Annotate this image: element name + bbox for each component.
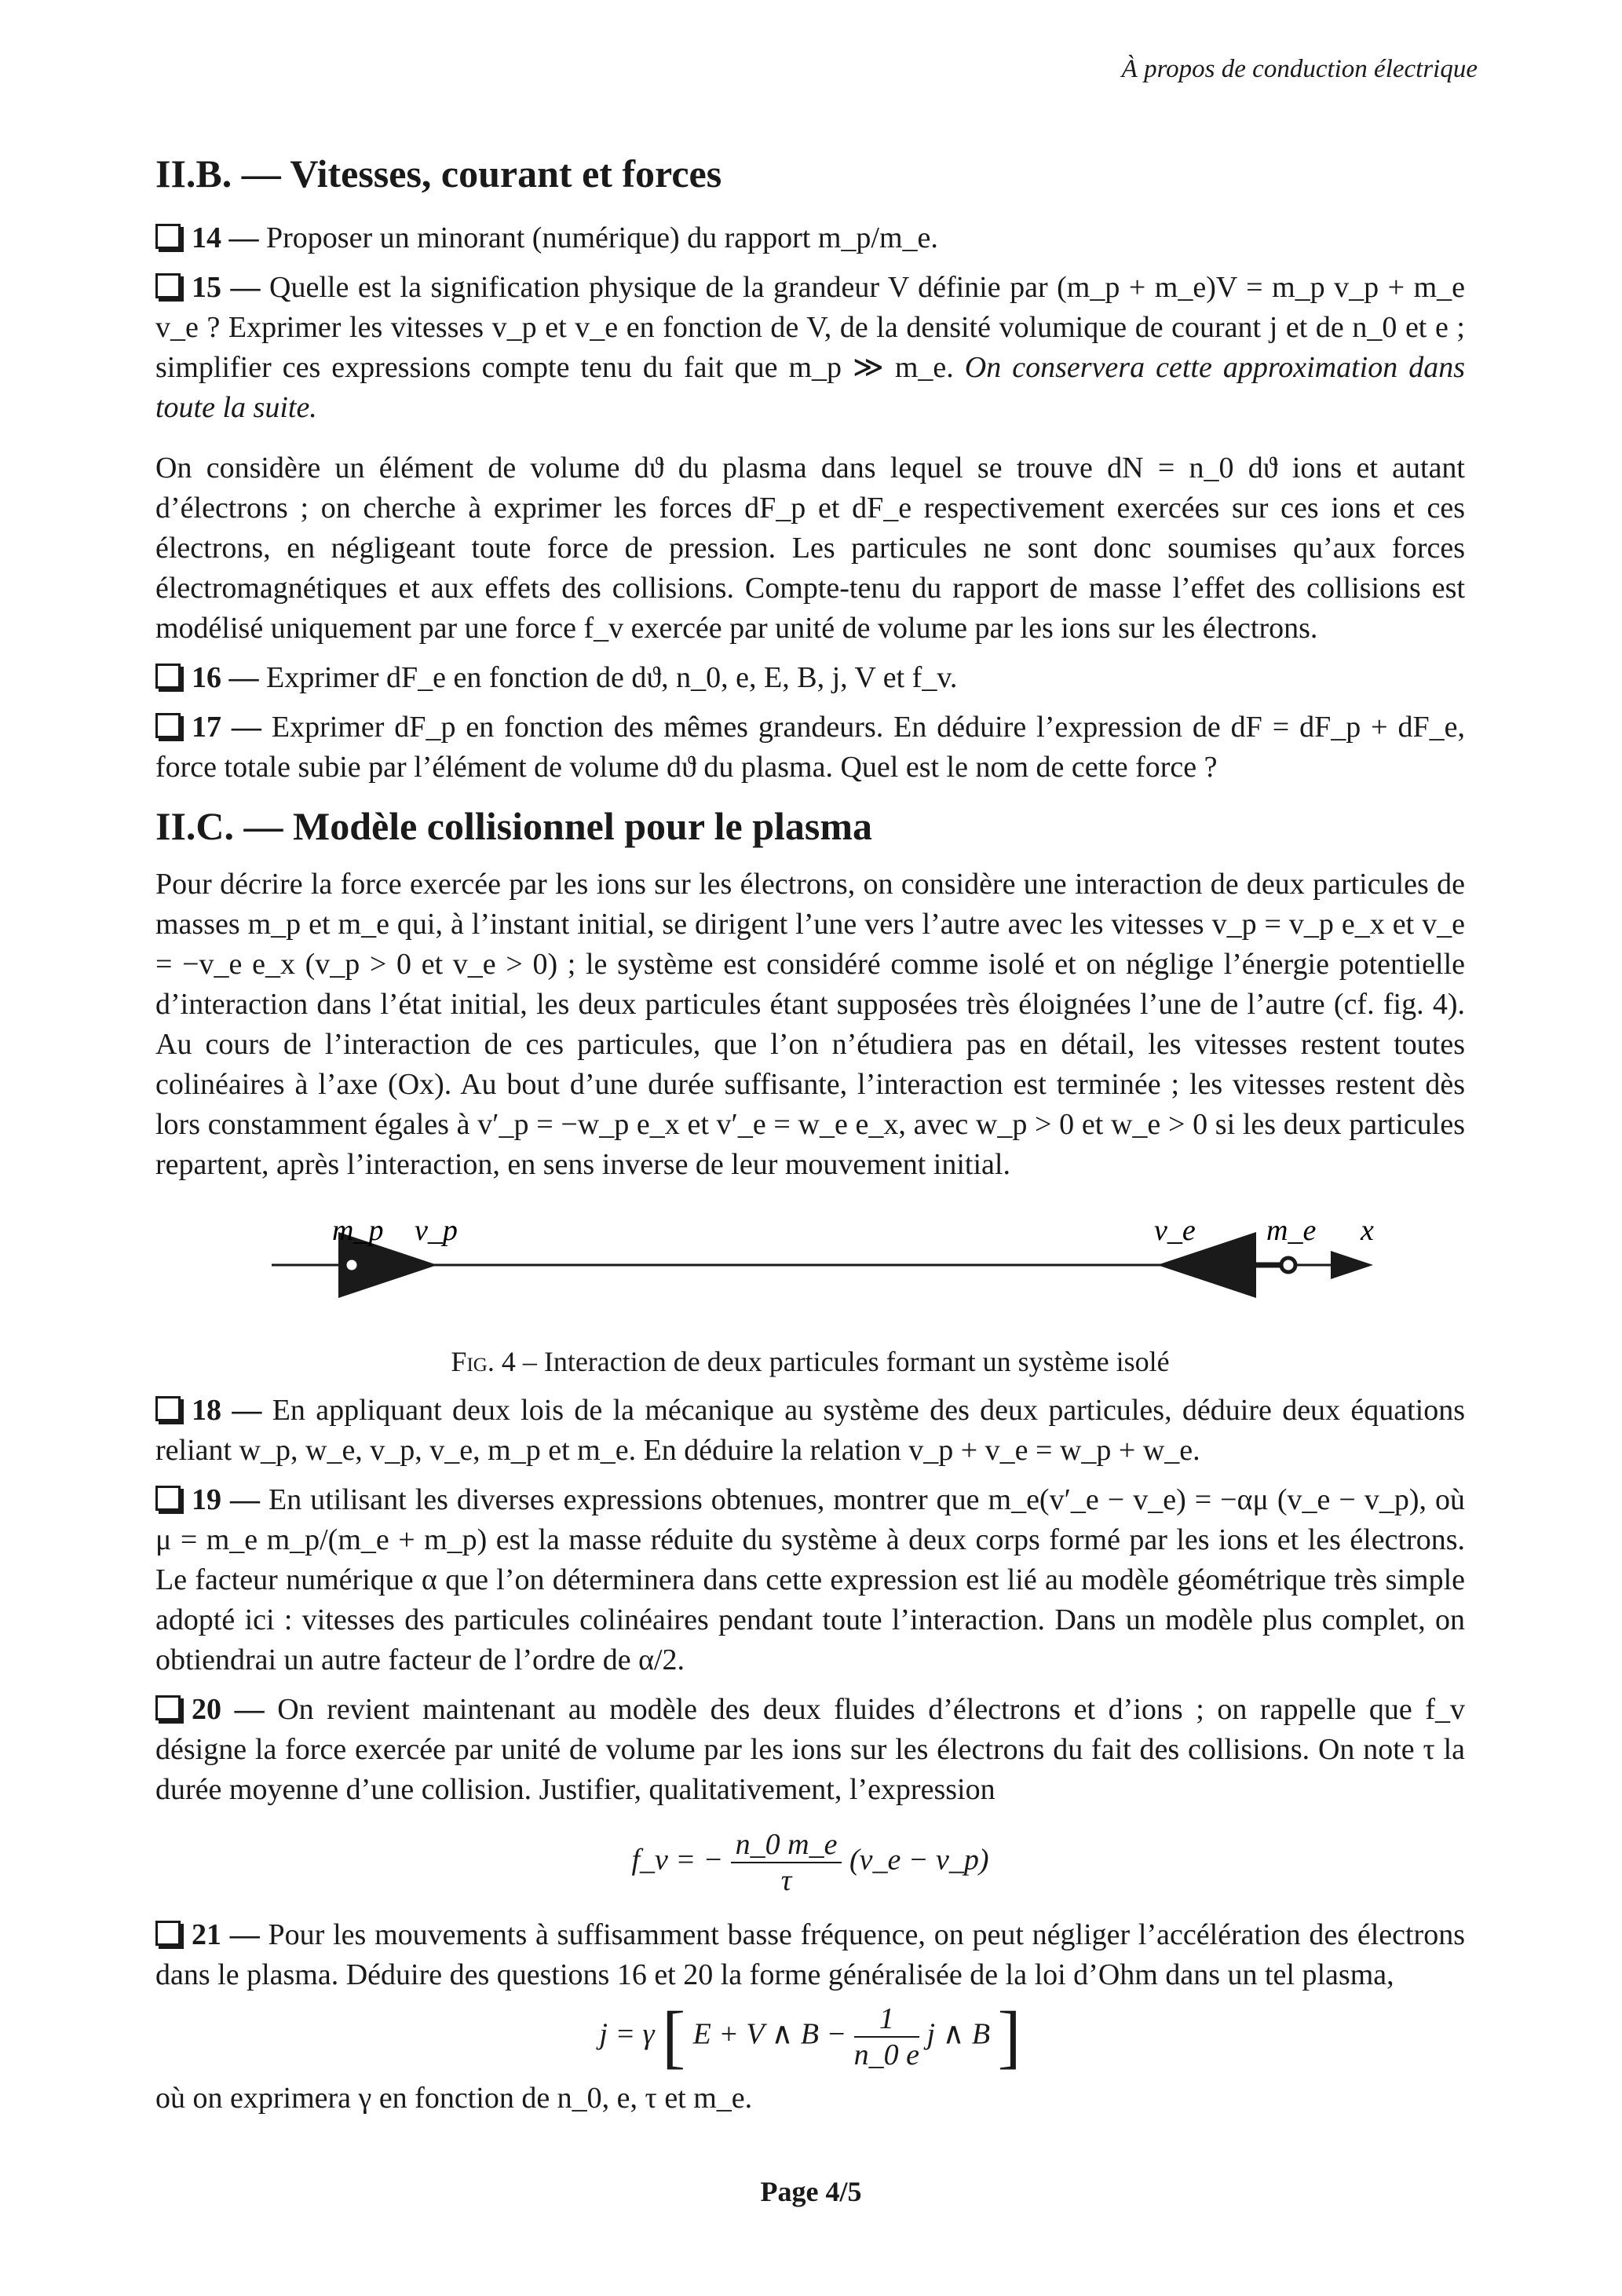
question-text: Exprimer dF_e en fonction de dϑ, n_0, e, E, B, j, V et f_v. [266,661,958,694]
eq21-denominator: n_0 e [853,2038,920,2071]
final-instruction: où on exprimera γ en fonction de n_0, e, τ et m_e. [155,2082,753,2115]
eq20-fraction [731,1827,842,1898]
checkbox-icon [155,1921,181,1946]
checkbox-icon [155,1695,181,1720]
eq20-denominator: τ [780,1864,792,1897]
question-number: 18 — [192,1394,262,1427]
eq20-lhs: f_v = − [631,1843,724,1877]
question-21 [155,1915,1465,1995]
eq21-numerator: 1 [854,2002,919,2038]
particle-me [1281,1258,1295,1272]
figure-4-diagram [155,1208,1465,1326]
question-18 [155,1391,1465,1471]
question-number: 21 — [192,1918,260,1951]
question-number: 19 — [192,1483,261,1516]
question-14 [155,218,1465,258]
left-bracket-icon: [ [662,1998,686,2076]
equation-collision-force [155,1827,1465,1898]
running-head: À propos de conduction électrique [1121,55,1478,83]
figure-caption-prefix: Fig. 4 [451,1346,516,1377]
question-text: On revient maintenant au modèle des deux fluides d’électrons et d’ions ; on rappelle que f_v désigne la force exercée par unité de volume par les ions sur les électrons du fait des collisions. On note τ la durée moyenne d’une collision. Justifier, qualitativement, l’expression [155,1693,1466,1806]
checkbox-icon [155,273,181,298]
question-number: 15 — [192,271,261,304]
eq21-tail: j ∧ B [926,2017,991,2051]
question-text: Proposer un minorant (numérique) du rapport m_p/m_e. [266,221,938,254]
question-number: 20 — [192,1693,265,1726]
particle-mp [345,1258,359,1272]
page-number: Page 4/5 [760,2176,862,2207]
question-text: Exprimer dF_p en fonction des mêmes grandeurs. En déduire l’expression de dF = dF_p + dF_e, force totale subie par l’élément de volume dϑ du plasma. Quel est le nom de cette force ? [155,711,1466,784]
figure-caption-text: – Interaction de deux particules formant un système isolé [515,1346,1170,1377]
eq20-numerator: n_0 m_e [731,1827,842,1863]
paragraph-collision-model: Pour décrire la force exercée par les ions sur les électrons, on considère une interaction de deux particules de masses m_p et m_e qui, à l’instant initial, se dirigent l’une vers l’autre avec les vitesses v_p = v_p e_x et v_e = −v_e e_x (v_p > 0 et v_e > 0) ; le système est considéré comme isolé et on néglige l’énergie potentielle d’interaction dans l’état initial, les deux particules étant supposées très éloignées l’une de l’autre (cf. fig. 4). Au cours de l’interaction de ces particules, que l’on n’étudiera pas en détail, les vitesses restent toutes colinéaires à l’axe (Ox). Au bout d’une durée suffisante, l’interaction est terminée ; les vitesses restent dès lors constamment égales à v′_p = −w_p e_x et v′_e = w_e e_x, avec w_p > 0 et w_e > 0 si les deux particules repartent, après l’interaction, en sens inverse de leur mouvement initial. [155,868,1465,1181]
figure-caption [155,1342,1465,1382]
question-italic-note: On conservera cette approximation dans toute la suite. [155,351,1465,424]
eq20-rhs: (v_e − v_p) [849,1843,989,1877]
eq21-fraction [854,2002,919,2072]
checkbox-icon [155,664,181,689]
question-text: En utilisant les diverses expressions obtenues, montrer que m_e(v′_e − v_e) = −αμ (v_e − v_p), où μ = m_e m_p/(m_e + m_p) est la masse réduite du système à deux corps formé par les ions et les électrons. Le facteur numérique α que l’on déterminera dans cette expression est lié au modèle géométrique très simple adopté ici : vitesses des particules colinéaires pendant toute l’interaction. Dans un modèle plus complet, on obtiendrai un autre facteur de l’ordre de α/2. [155,1483,1466,1676]
question-text: Pour les mouvements à suffisamment basse fréquence, on peut négliger l’accélération des électrons dans le plasma. Déduire des questions 16 et 20 la forme généralisée de la loi d’Ohm dans un tel plasma, [155,1918,1465,1991]
equation-ohm-law [155,1998,1465,2076]
checkbox-icon [155,1396,181,1421]
label-x: x [1361,1214,1374,1247]
section-title-2b: II.B. — Vitesses, courant et forces [155,152,722,196]
page-content [155,149,1465,2119]
question-16 [155,658,1465,698]
figure-4 [155,1208,1465,1377]
checkbox-icon [155,713,181,738]
label-ve: v_e [1154,1214,1196,1247]
question-number: 16 — [192,661,259,694]
eq21-lhs: j = γ [599,2017,655,2051]
question-number: 14 — [192,221,259,254]
question-19 [155,1480,1465,1680]
right-bracket-icon: ] [997,1998,1021,2076]
question-text: En appliquant deux lois de la mécanique au système des deux particules, déduire deux équations reliant w_p, w_e, v_p, v_e, m_p et m_e. En déduire la relation v_p + v_e = w_p + w_e. [155,1394,1466,1467]
label-me: m_e [1266,1214,1317,1247]
question-15 [155,268,1465,428]
paragraph-volume-element: On considère un élément de volume dϑ du plasma dans lequel se trouve dN = n_0 dϑ ions et autant d’électrons ; on cherche à exprimer les forces dF_p et dF_e respectivement exercées sur ces ions et ces électrons, en négligeant toute force de pression. Les particules ne sont donc soumises qu’aux forces électromagnétiques et aux effets des collisions. Compte-tenu du rapport de masse l’effet des collisions est modélisé uniquement par une force f_v exercée par unité de volume par les ions sur les électrons. [155,452,1465,645]
question-17 [155,707,1465,788]
eq21-inner: E + V ∧ B − [692,2017,847,2051]
section-title-2c: II.C. — Modèle collisionnel pour le plasma [155,804,873,848]
label-mp: m_p [332,1214,384,1247]
question-20 [155,1690,1465,1810]
question-number: 17 — [192,711,261,744]
question-text: Quelle est la signification physique de la grandeur V définie par (m_p + m_e)V = m_p v_p + m_e v_e ? Exprimer les vitesses v_p et v_e en fonction de V, de la densité volumique de courant j et de n_0 et e ; simplifier ces expressions compte tenu du fait que m_p ≫ m_e. [155,271,1466,384]
checkbox-icon [155,1486,181,1511]
label-vp: v_p [415,1214,458,1247]
checkbox-icon [155,224,181,249]
